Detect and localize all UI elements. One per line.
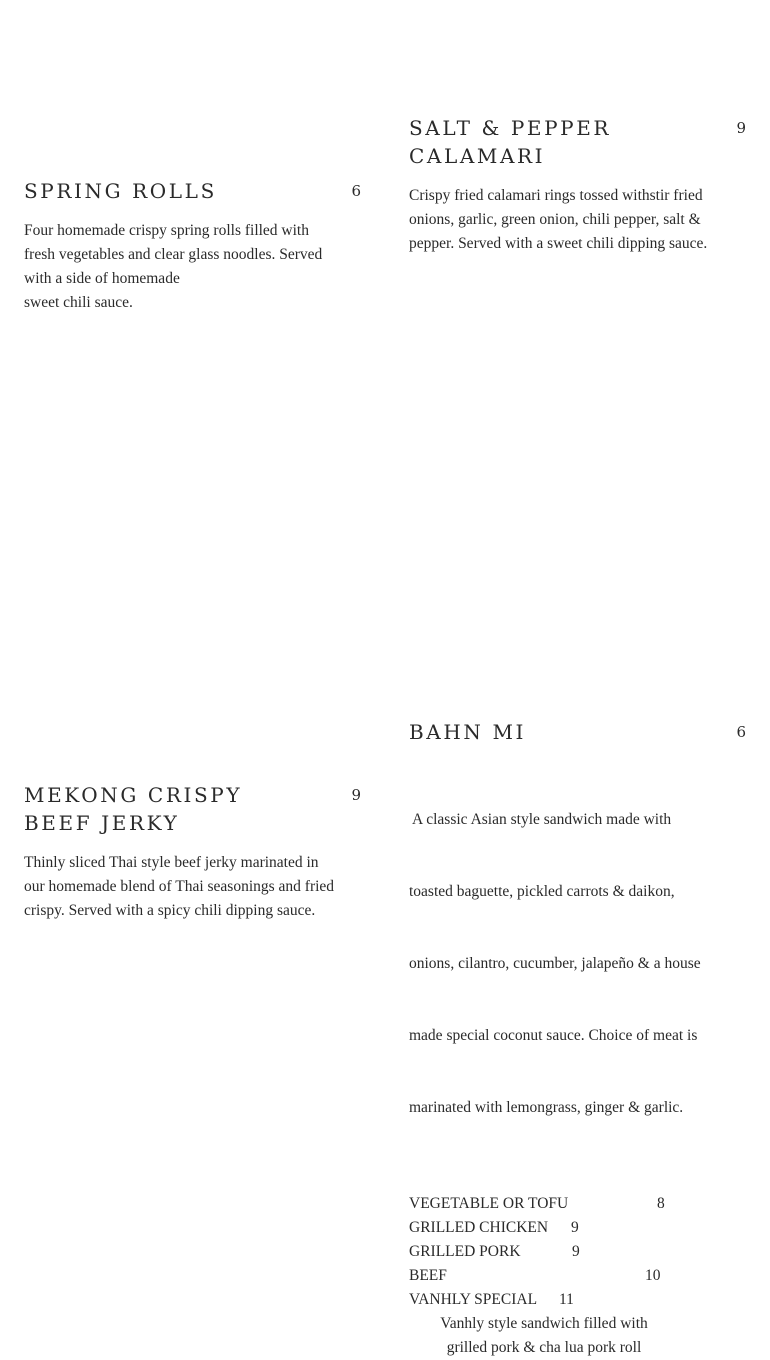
- bahn-mi-options: [409, 1192, 669, 1360]
- item-title: SPRING ROLLS: [24, 179, 217, 203]
- option-name: VANHLY SPECIAL: [409, 1291, 538, 1308]
- option-row: [409, 1288, 669, 1312]
- option-price: 8: [657, 1195, 665, 1212]
- option-row: [409, 1192, 669, 1216]
- item-price: 9: [351, 786, 361, 804]
- menu-item-spring-rolls: [24, 177, 361, 315]
- item-price: 9: [736, 119, 746, 137]
- option-price: 9: [572, 1243, 580, 1260]
- menu-item-calamari: [409, 114, 746, 256]
- item-description: Thinly sliced Thai style beef jerky marinated in our homemade blend of Thai seasonings and fried crispy. Served with a spicy chili dipping sauce.: [24, 854, 335, 919]
- option-row: [409, 1240, 669, 1264]
- item-title: MEKONG CRISPY BEEF JERKY: [24, 783, 243, 835]
- option-price: 10: [645, 1267, 661, 1284]
- option-price: 9: [571, 1219, 579, 1236]
- item-description: Crispy fried calamari rings tossed withstir fried onions, garlic, green onion, chili pepper, salt & pepper. Served with a sweet chili dipping sauce.: [409, 187, 708, 252]
- menu-item-beef-jerky: [24, 781, 361, 923]
- menu-item-bahn-mi: [409, 718, 746, 1360]
- option-name: VEGETABLE OR TOFU: [409, 1195, 569, 1212]
- option-name: GRILLED PORK: [409, 1243, 521, 1260]
- item-price: 6: [351, 182, 361, 200]
- item-title: BAHN MI: [409, 720, 527, 744]
- item-title: SALT & PEPPER CALAMARI: [409, 116, 612, 168]
- item-description: A classic Asian style sandwich made with toasted baguette, pickled carrots & daikon, onions, cilantro, cucumber, jalapeño & a house made special coconut sauce. Choice of meat is marinated with lemongrass, ginger & garlic.: [409, 811, 701, 1116]
- option-name: BEEF: [409, 1267, 447, 1284]
- item-description: Four homemade crispy spring rolls filled with fresh vegetables and clear glass noodles. Served with a side of homemade sweet chili sauce.: [24, 222, 323, 311]
- option-name: GRILLED CHICKEN: [409, 1219, 549, 1236]
- option-row: [409, 1264, 669, 1288]
- item-price: 6: [736, 723, 746, 741]
- option-row: [409, 1216, 669, 1240]
- option-note: Vanhly style sandwich filled with grilled pork & cha lua pork roll: [440, 1315, 648, 1356]
- option-price: 11: [559, 1291, 574, 1308]
